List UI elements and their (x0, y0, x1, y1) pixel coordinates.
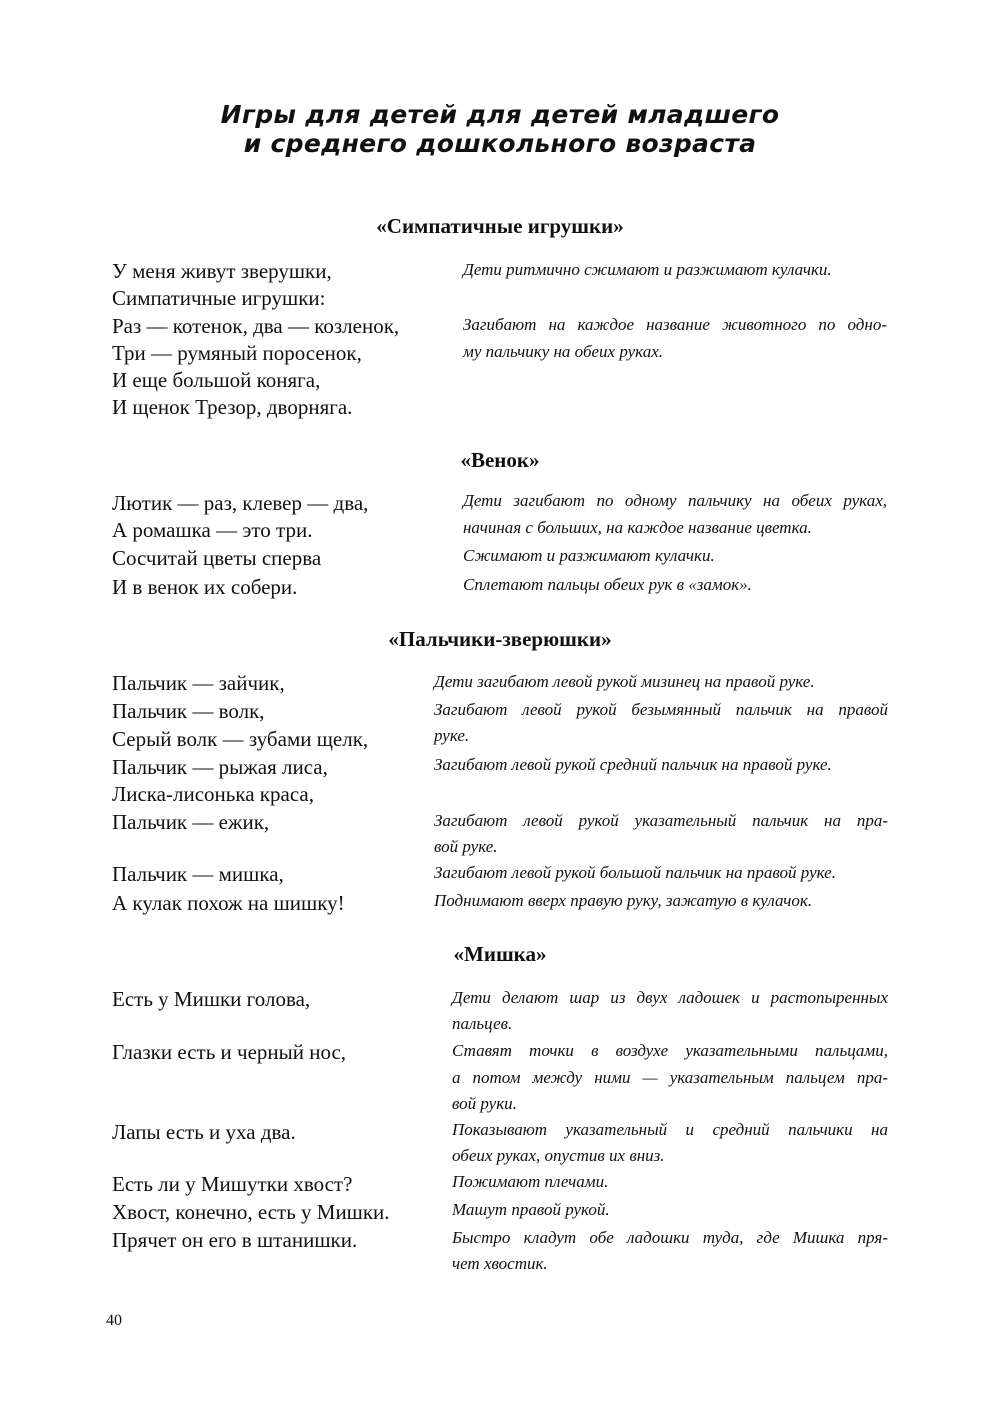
instruction-note: вой руки. (452, 1094, 517, 1113)
instruction-note: Пожимают плечами. (452, 1172, 609, 1191)
verse-line: Пальчик — рыжая лиса, (112, 755, 328, 779)
verse-line: Лютик — раз, клевер — два, (112, 491, 369, 515)
instruction-note: Загибают левой рукой указательный пальчик на пра- (434, 811, 888, 830)
verse-line: Лиска-лисонька краса, (112, 782, 314, 806)
verse-line: Три — румяный поросенок, (112, 341, 362, 365)
instruction-note: Загибают левой рукой средний пальчик на правой руке. (434, 755, 832, 774)
verse-line: И еще большой коняга, (112, 368, 321, 392)
game-heading-simpatichnye-igrushki: «Симпатичные игрушки» (376, 214, 624, 238)
game-heading-palchiki-zveryushki: «Пальчики-зверюшки» (388, 627, 612, 651)
instruction-note: Поднимают вверх правую руку, зажатую в кулачок. (434, 891, 813, 910)
verse-line: И в венок их собери. (112, 575, 298, 599)
verse-line: Пальчик — волк, (112, 699, 265, 723)
verse-line: Пальчик — зайчик, (112, 671, 285, 695)
instruction-note: Дети ритмично сжимают и разжимают кулачки. (463, 260, 832, 279)
instruction-note: обеих руках, опустив их вниз. (452, 1146, 665, 1165)
verse-line: Есть у Мишки голова, (112, 987, 311, 1011)
verse-line: И щенок Трезор, дворняга. (112, 395, 353, 419)
verse-line: Пальчик — мишка, (112, 862, 284, 886)
verse-line: Глазки есть и черный нос, (112, 1040, 347, 1064)
instruction-note: Показывают указательный и средний пальчики на (452, 1120, 888, 1139)
instruction-note: вой руке. (434, 837, 498, 856)
instruction-note: Дети загибают по одному пальчику на обеих руках, (463, 491, 887, 510)
instruction-note: а потом между ними — указательным пальцем пра- (452, 1068, 888, 1087)
verse-line: Серый волк — зубами щелк, (112, 727, 369, 751)
verse-line: Хвост, конечно, есть у Мишки. (112, 1200, 390, 1224)
verse-line: У меня живут зверушки, (112, 259, 332, 283)
instruction-note: Дети загибают левой рукой мизинец на правой руке. (434, 672, 815, 691)
instruction-note: Загибают левой рукой безымянный пальчик на правой (434, 700, 888, 719)
verse-line: А кулак похож на шишку! (112, 891, 345, 915)
verse-line: Симпатичные игрушки: (112, 286, 326, 310)
instruction-note: чет хвостик. (452, 1254, 548, 1273)
instruction-note: пальцев. (452, 1014, 513, 1033)
verse-line: Раз — котенок, два — козленок, (112, 314, 400, 338)
instruction-note: Сплетают пальцы обеих рук в «замок». (463, 575, 752, 594)
instruction-note: му пальчику на обеих руках. (463, 342, 663, 361)
instruction-note: Загибают левой рукой большой пальчик на правой руке. (434, 863, 836, 882)
instruction-note: Сжимают и разжимают кулачки. (463, 546, 715, 565)
instruction-note: Дети делают шар из двух ладошек и растопыренных (452, 988, 888, 1007)
page-number: 40 (106, 1312, 122, 1329)
instruction-note: Загибают на каждое название животного по одно- (463, 315, 887, 334)
verse-line: Пальчик — ежик, (112, 810, 270, 834)
verse-line: Прячет он его в штанишки. (112, 1228, 358, 1252)
instruction-note: руке. (434, 726, 470, 745)
verse-line: Есть ли у Мишутки хвост? (112, 1172, 353, 1196)
instruction-note: Быстро кладут обе ладошки туда, где Мишка пря- (452, 1228, 888, 1247)
instruction-note: Машут правой рукой. (452, 1200, 610, 1219)
verse-line: Сосчитай цветы сперва (112, 546, 322, 570)
instruction-note: начиная с больших, на каждое название цветка. (463, 518, 812, 537)
title-line-1: Игры для детей для детей младшего (220, 100, 780, 129)
verse-line: Лапы есть и уха два. (112, 1120, 296, 1144)
instruction-note: Ставят точки в воздухе указательными пальцами, (452, 1041, 888, 1060)
title-line-2: и среднего дошкольного возраста (243, 129, 757, 158)
game-heading-mishka: «Мишка» (453, 942, 547, 966)
page-title (0, 100, 1000, 158)
verse-line: А ромашка — это три. (112, 518, 313, 542)
game-heading-venok: «Венок» (460, 448, 540, 472)
